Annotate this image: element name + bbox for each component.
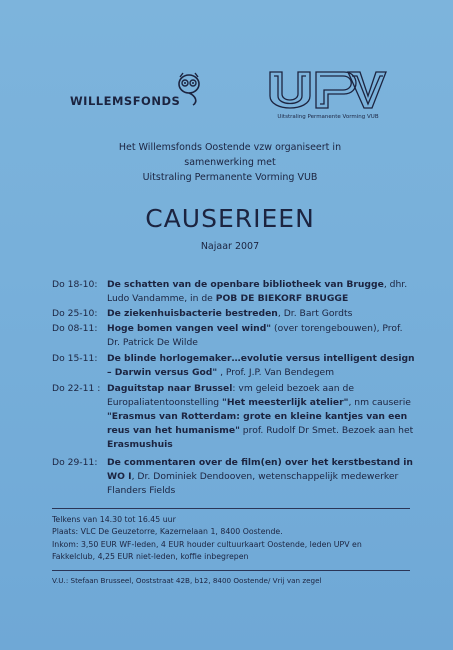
event-date: Do 29-11: <box>52 457 98 468</box>
event-body <box>107 322 417 350</box>
event-date: Do 08-11: <box>52 323 98 334</box>
divider <box>52 570 410 571</box>
event-date: Do 25-10: <box>52 308 98 319</box>
event-date: Do 22-11 : <box>52 383 101 394</box>
event-visit: Erasmushuis <box>107 439 173 450</box>
upv-subtitle: Uitstraling Permanente Vorming VUB <box>277 114 379 120</box>
publisher-footer: V.U.: Stefaan Brusseel, Ooststraat 42B, b12, 8400 Oostende/ Vrij van zegel <box>52 576 322 585</box>
event-detail: , nm causerie <box>348 397 411 408</box>
event-detail: prof. Rudolf Dr Smet. Bezoek aan het <box>239 425 414 436</box>
info-fee-cont <box>52 551 412 563</box>
event-title: De blinde horlogemaker…evolutie versus intelligent design – Darwin versus God" <box>107 353 415 378</box>
divider <box>52 508 410 509</box>
upv-logo <box>268 68 388 128</box>
event-date: Do 15-11: <box>52 353 98 364</box>
practical-info <box>52 514 412 564</box>
page-subtitle: Najaar 2007 <box>200 241 260 252</box>
intro-line: samenwerking met <box>184 157 276 168</box>
event-body <box>107 382 417 452</box>
event-title: De schatten van de openbare bibliotheek van Brugge <box>107 279 384 290</box>
upv-mark-icon <box>268 68 388 112</box>
intro-text <box>80 140 380 185</box>
event-body <box>107 352 417 380</box>
info-time: Telkens van 14.30 tot 16.45 uur <box>52 515 176 524</box>
event-body <box>107 307 417 321</box>
info-fee-club: Fakkelclub, <box>52 552 96 562</box>
event-detail: , Dr. Dominiek Dendooven, wetenschappelijk medewerker Flanders Fields <box>107 471 399 496</box>
intro-line: Uitstraling Permanente Vorming VUB <box>142 172 318 183</box>
event-title: De commentaren over de film(en) over het kerstbestand in WO I <box>107 457 413 482</box>
event-body <box>107 278 417 306</box>
event-detail: , dhr. Ludo Vandamme, in de <box>107 279 408 304</box>
event-venue: POB DE BIEKORF BRUGGE <box>215 293 349 304</box>
event-detail: (over torengebouwen), Prof. Dr. Patrick De Wilde <box>107 323 403 348</box>
willemsfonds-name: WILLEMSFONDS <box>70 94 181 108</box>
event-detail: , Dr. Bart Gordts <box>277 308 353 319</box>
info-fee: Inkom: 3,50 EUR WF-leden, 4 EUR houder cultuurkaart Oostende, leden UPV en <box>52 539 362 549</box>
event-title: Daguitstap naar Brussel <box>107 383 233 394</box>
event-detail: , Prof. J.P. Van Bendegem <box>217 367 335 378</box>
event-detail: : vm geleid bezoek aan de Europaliatentoonstelling <box>107 383 355 408</box>
info-place: Plaats: VLC De Geuzetorre, Kazernelaan 1, 8400 Oostende. <box>52 527 283 537</box>
event-exhibition: "Het meesterlijk atelier" <box>222 397 349 408</box>
info-fee-nonmembers: 4,25 EUR niet-leden, koffie inbegrepen <box>97 552 249 562</box>
page-title: CAUSERIEEN <box>145 204 315 233</box>
event-title: Hoge bomen vangen veel wind" <box>107 323 272 334</box>
event-lecture: "Erasmus van Rotterdam: grote en kleine kantjes van een reus van het humanisme" <box>107 411 408 436</box>
willemsfonds-logo <box>70 70 220 120</box>
event-date: Do 18-10: <box>52 279 98 290</box>
event-title: De ziekenhuisbacterie bestreden <box>107 308 278 319</box>
intro-line: Het Willemsfonds Oostende vzw organiseert in <box>118 142 342 153</box>
event-body <box>107 456 417 498</box>
